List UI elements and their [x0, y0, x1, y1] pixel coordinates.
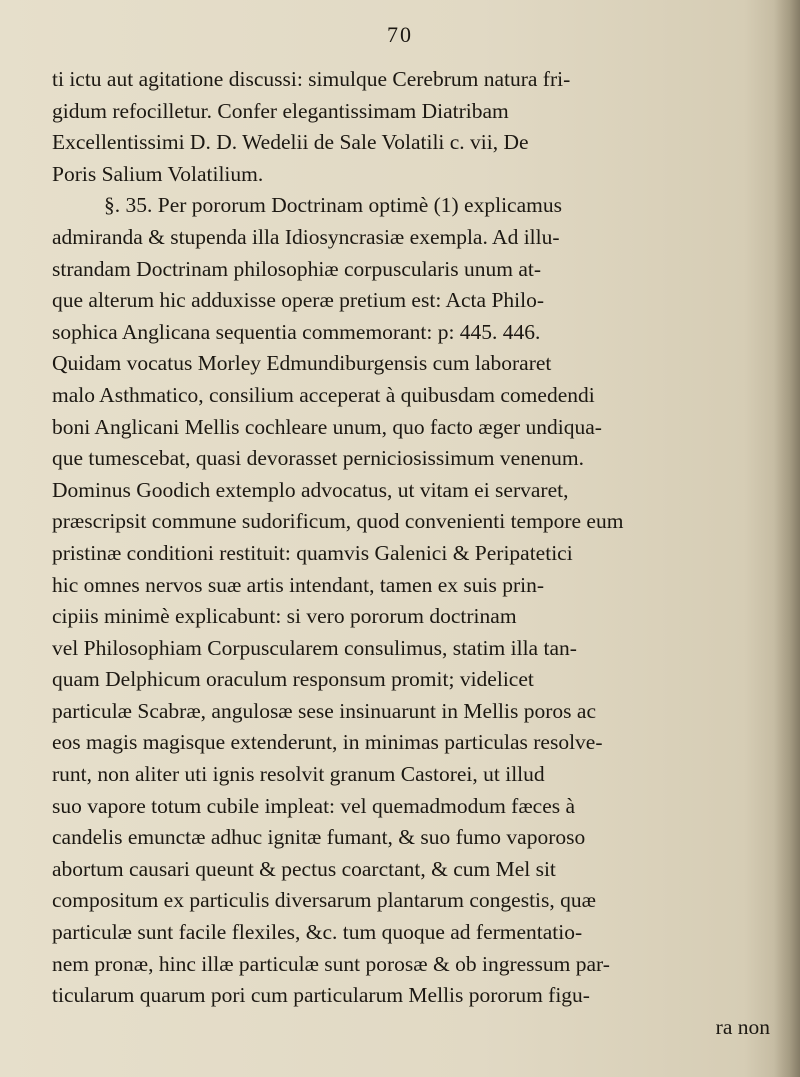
text-line: Quidam vocatus Morley Edmundiburgensis cum laboraret	[52, 351, 552, 376]
text-line: ti ictu aut agitatione discussi: simulque Cerebrum natura fri-	[52, 67, 571, 91]
text-line: præscripsit commune sudorificum, quod convenienti tempore eum	[52, 509, 624, 534]
text-line: malo Asthmatico, consilium acceperat à quibusdam comedendi	[52, 382, 595, 407]
text-line: §. 35. Per pororum Doctrinam optimè (1) explicamus	[104, 193, 562, 218]
text-line: compositum ex particulis diversarum plantarum congestis, quæ	[52, 888, 596, 913]
page-number: 70	[387, 22, 413, 47]
text-line: particulæ Scabræ, angulosæ sese insinuarunt in Mellis poros ac	[52, 698, 596, 723]
text-line: hic omnes nervos suæ artis intendant, tamen ex suis prin-	[52, 572, 545, 597]
text-line: gidum refocilletur. Confer elegantissimam Diatribam	[52, 98, 509, 123]
text-line: pristinæ conditioni restituit: quamvis Galenici & Peripatetici	[52, 540, 573, 565]
text-line: particulæ sunt facile flexiles, &c. tum quoque ad fermentatio-	[52, 920, 583, 945]
text-line: que tumescebat, quasi devorasset perniciosissimum venenum.	[52, 446, 584, 471]
text-line: Dominus Goodich extemplo advocatus, ut vitam ei servaret,	[52, 477, 569, 502]
text-line: cipiis minimè explicabunt: si vero pororum doctrinam	[52, 604, 517, 629]
text-line: candelis emunctæ adhuc ignitæ fumant, & suo fumo vaporoso	[52, 825, 586, 850]
text-line: nem pronæ, hinc illæ particulæ sunt porosæ & ob ingressum par-	[52, 951, 610, 976]
text-line: que alterum hic adduxisse operæ pretium est: Acta Philo-	[52, 288, 545, 313]
text-line: abortum causari queunt & pectus coarctant, & cum Mel sit	[52, 856, 556, 881]
text-line: quam Delphicum oraculum responsum promit; videlicet	[52, 667, 534, 692]
text-line: Excellentissimi D. D. Wedelii de Sale Volatili c. vii, De	[52, 130, 529, 155]
text-line: admiranda & stupenda illa Idiosyncrasiæ exempla. Ad illu-	[52, 224, 560, 249]
catchword: ra non	[715, 1014, 770, 1039]
text-line: runt, non aliter uti ignis resolvit granum Castorei, ut illud	[52, 762, 545, 787]
text-line: strandam Doctrinam philosophiæ corpuscularis unum at-	[52, 256, 542, 281]
text-line: Poris Salium Volatilium.	[52, 161, 264, 186]
text-line: eos magis magisque extenderunt, in minimas particulas resolve-	[52, 730, 603, 755]
text-line: suo vapore totum cubile impleat: vel quemadmodum fæces à	[52, 793, 576, 818]
text-line: vel Philosophiam Corpuscularem consulimus, statim illa tan-	[52, 635, 577, 660]
body-text	[52, 64, 782, 1043]
text-line: ticularum quarum pori cum particularum Mellis pororum figu-	[52, 983, 590, 1008]
text-line: boni Anglicani Mellis cochleare unum, quo facto æger undiqua-	[52, 414, 602, 439]
text-line: sophica Anglicana sequentia commemorant: p: 445. 446.	[52, 319, 541, 344]
